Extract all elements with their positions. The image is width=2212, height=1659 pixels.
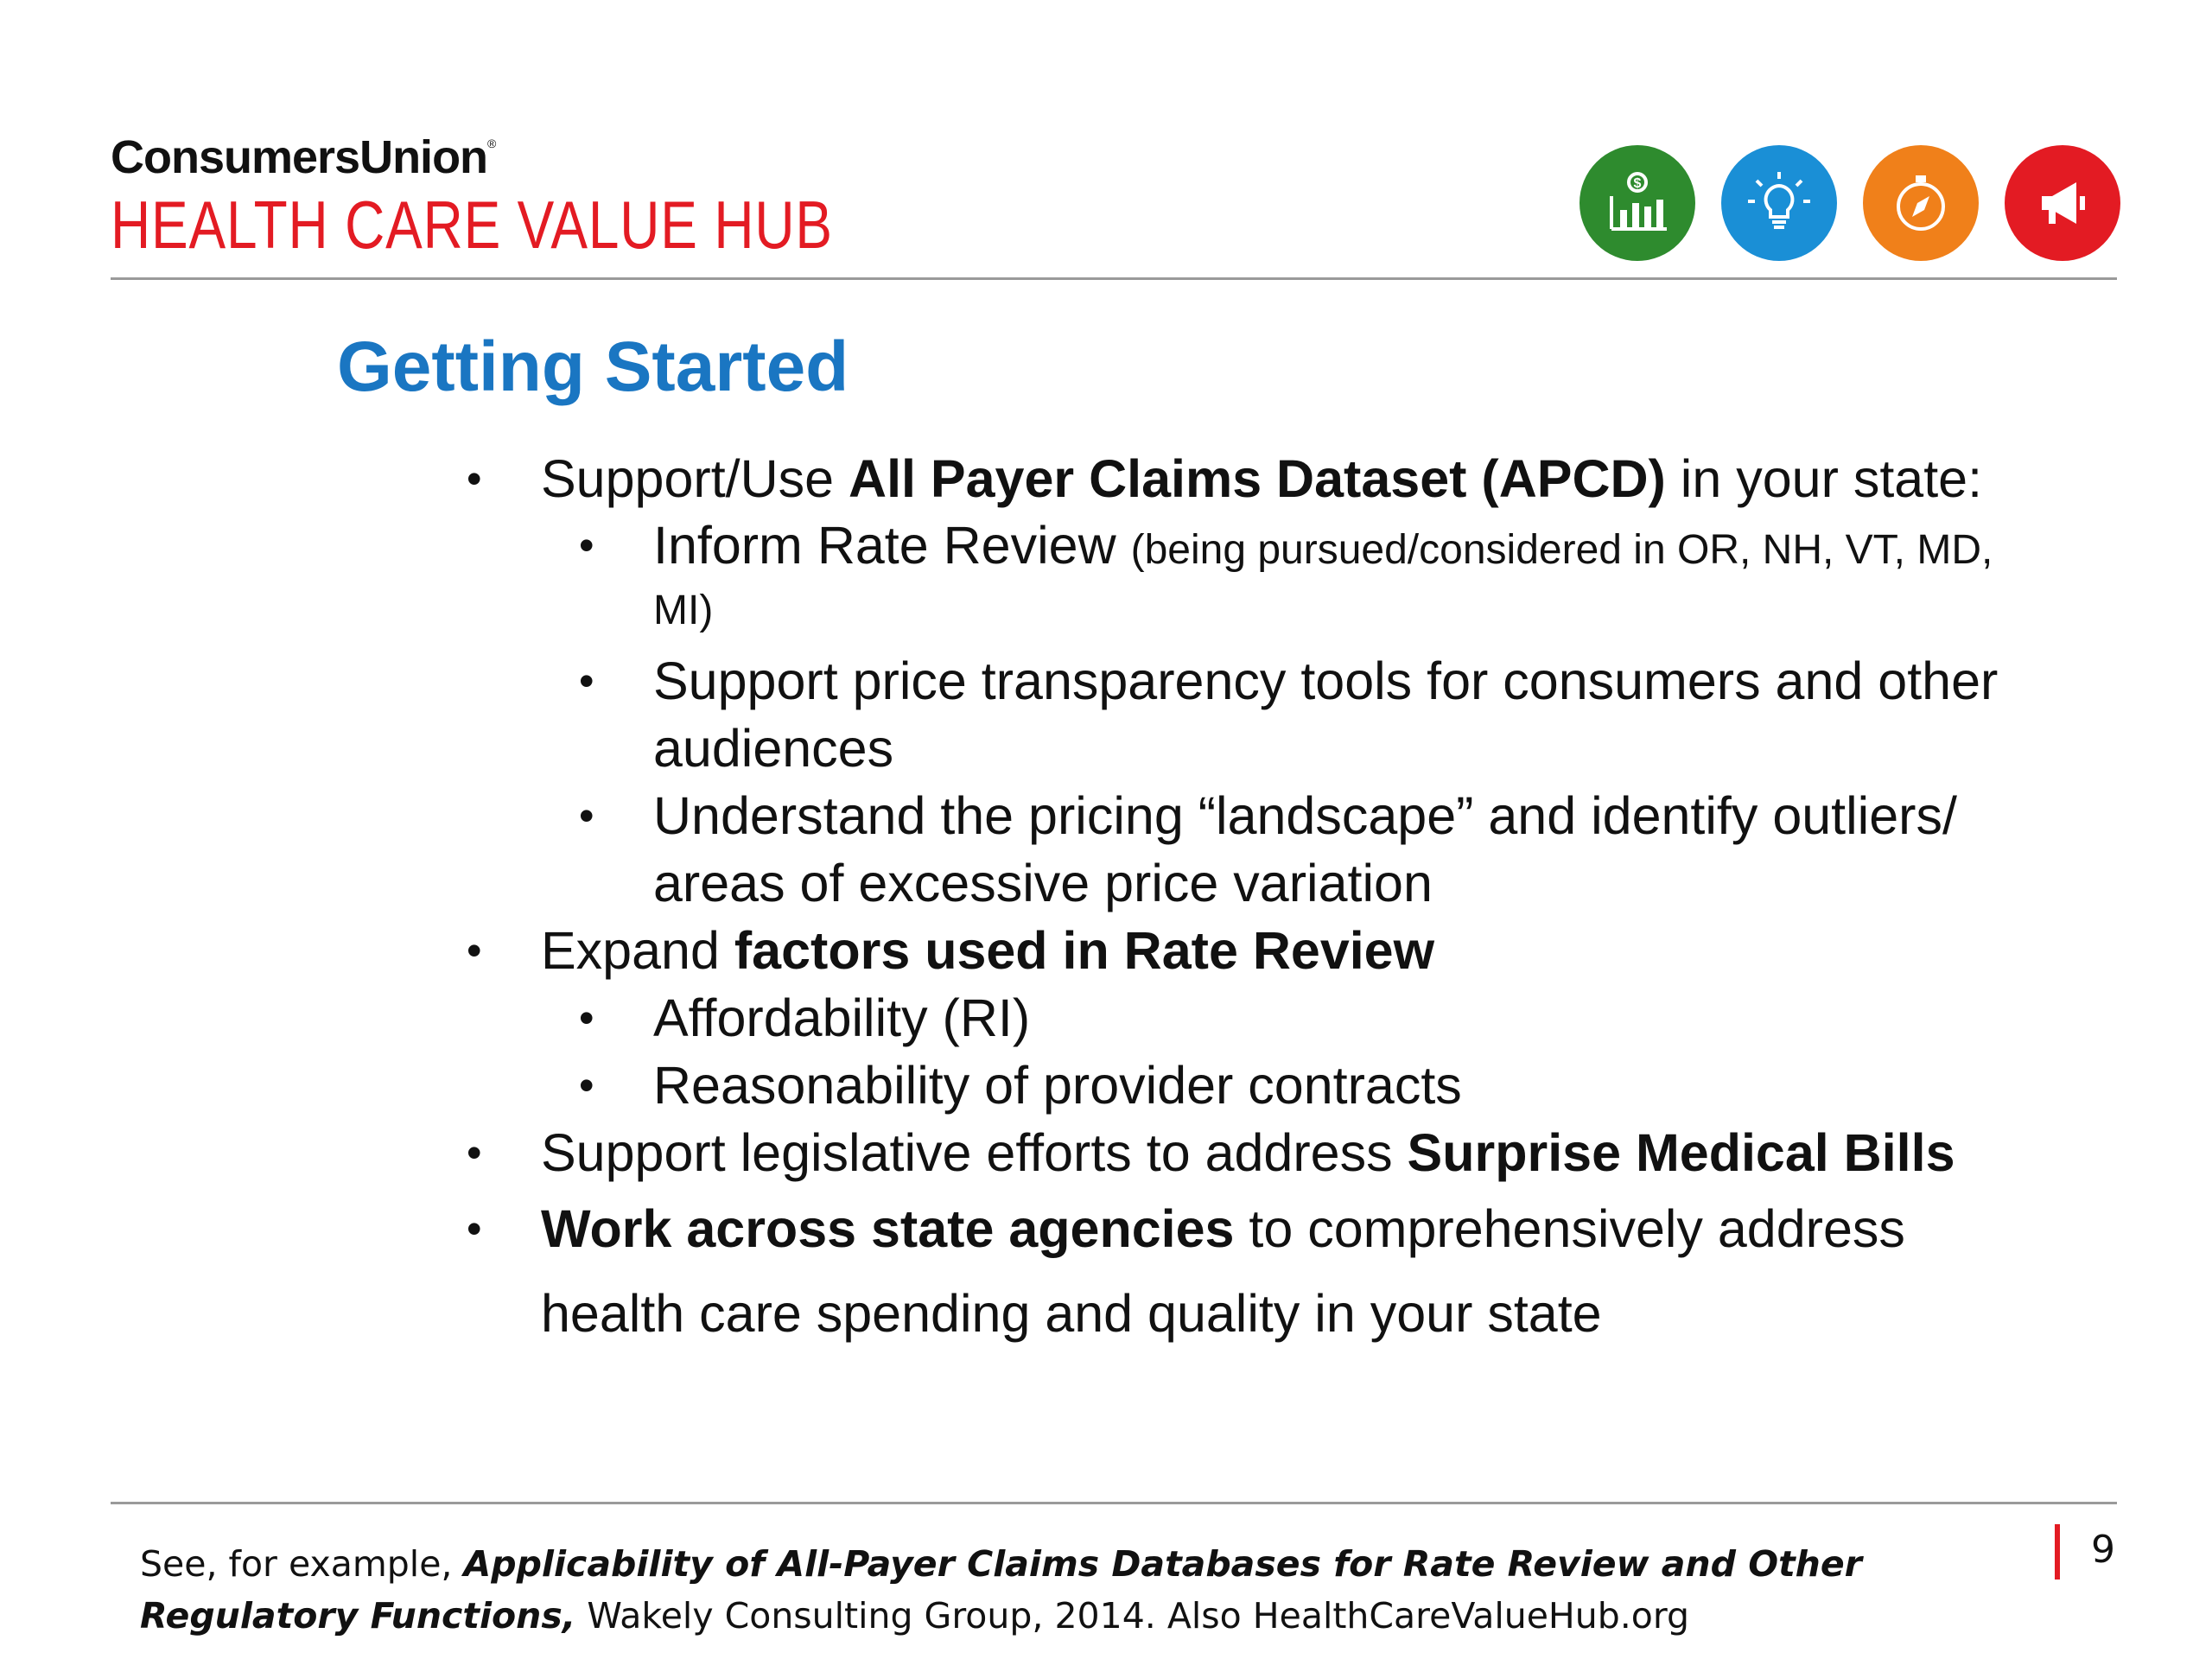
subbullet-pricing-landscape: • Understand the pricing “landscape” and identify outliers/ areas of excessive price variation bbox=[467, 782, 2022, 917]
svg-text:$: $ bbox=[1633, 176, 1642, 191]
bullet-surprise-bills: • Support legislative efforts to address Surprise Medical Bills bbox=[467, 1119, 2022, 1186]
lightbulb-icon bbox=[1721, 145, 1837, 261]
bullet-apcd: • Support/Use All Payer Claims Dataset (APCD) in your state: bbox=[467, 445, 2022, 512]
subbullet-rate-review: • Inform Rate Review (being pursued/considered in OR, NH, VT, MD, MI) bbox=[467, 518, 2022, 639]
subbullet-price-transparency: • Support price transparency tools for consumers and other audiences bbox=[467, 647, 2022, 782]
bullet-expand-factors: • Expand factors used in Rate Review bbox=[467, 917, 2022, 984]
footer-divider bbox=[111, 1502, 2117, 1504]
slide-content bbox=[467, 445, 2022, 1356]
consumers-union-logo: ConsumersUnion® bbox=[111, 131, 496, 183]
megaphone-icon bbox=[2005, 145, 2120, 261]
header-icons bbox=[1580, 145, 2120, 261]
slide-title: Getting Started bbox=[337, 327, 849, 406]
page-number: 9 bbox=[2091, 1528, 2115, 1572]
subbullet-affordability: • Affordability (RI) bbox=[467, 984, 2022, 1052]
health-care-value-hub-logo: HEALTH CARE VALUE HUB bbox=[111, 187, 833, 263]
brand-logo bbox=[111, 131, 991, 263]
compass-icon bbox=[1863, 145, 1979, 261]
header-divider bbox=[111, 277, 2117, 280]
bullet-state-agencies: • Work across state agencies to comprehensively address health care spending and quality in your state bbox=[467, 1186, 2022, 1356]
footer-citation: See, for example, Applicability of All-Payer Claims Databases for Rate Review and Other Regulatory Functions, Wakely Consulting Group, 2014. Also HealthCareValueHub.org bbox=[140, 1543, 1862, 1637]
page-number-bar bbox=[2055, 1524, 2060, 1580]
chart-dollar-icon bbox=[1580, 145, 1695, 261]
subbullet-provider-contracts: • Reasonability of provider contracts bbox=[467, 1052, 2022, 1119]
